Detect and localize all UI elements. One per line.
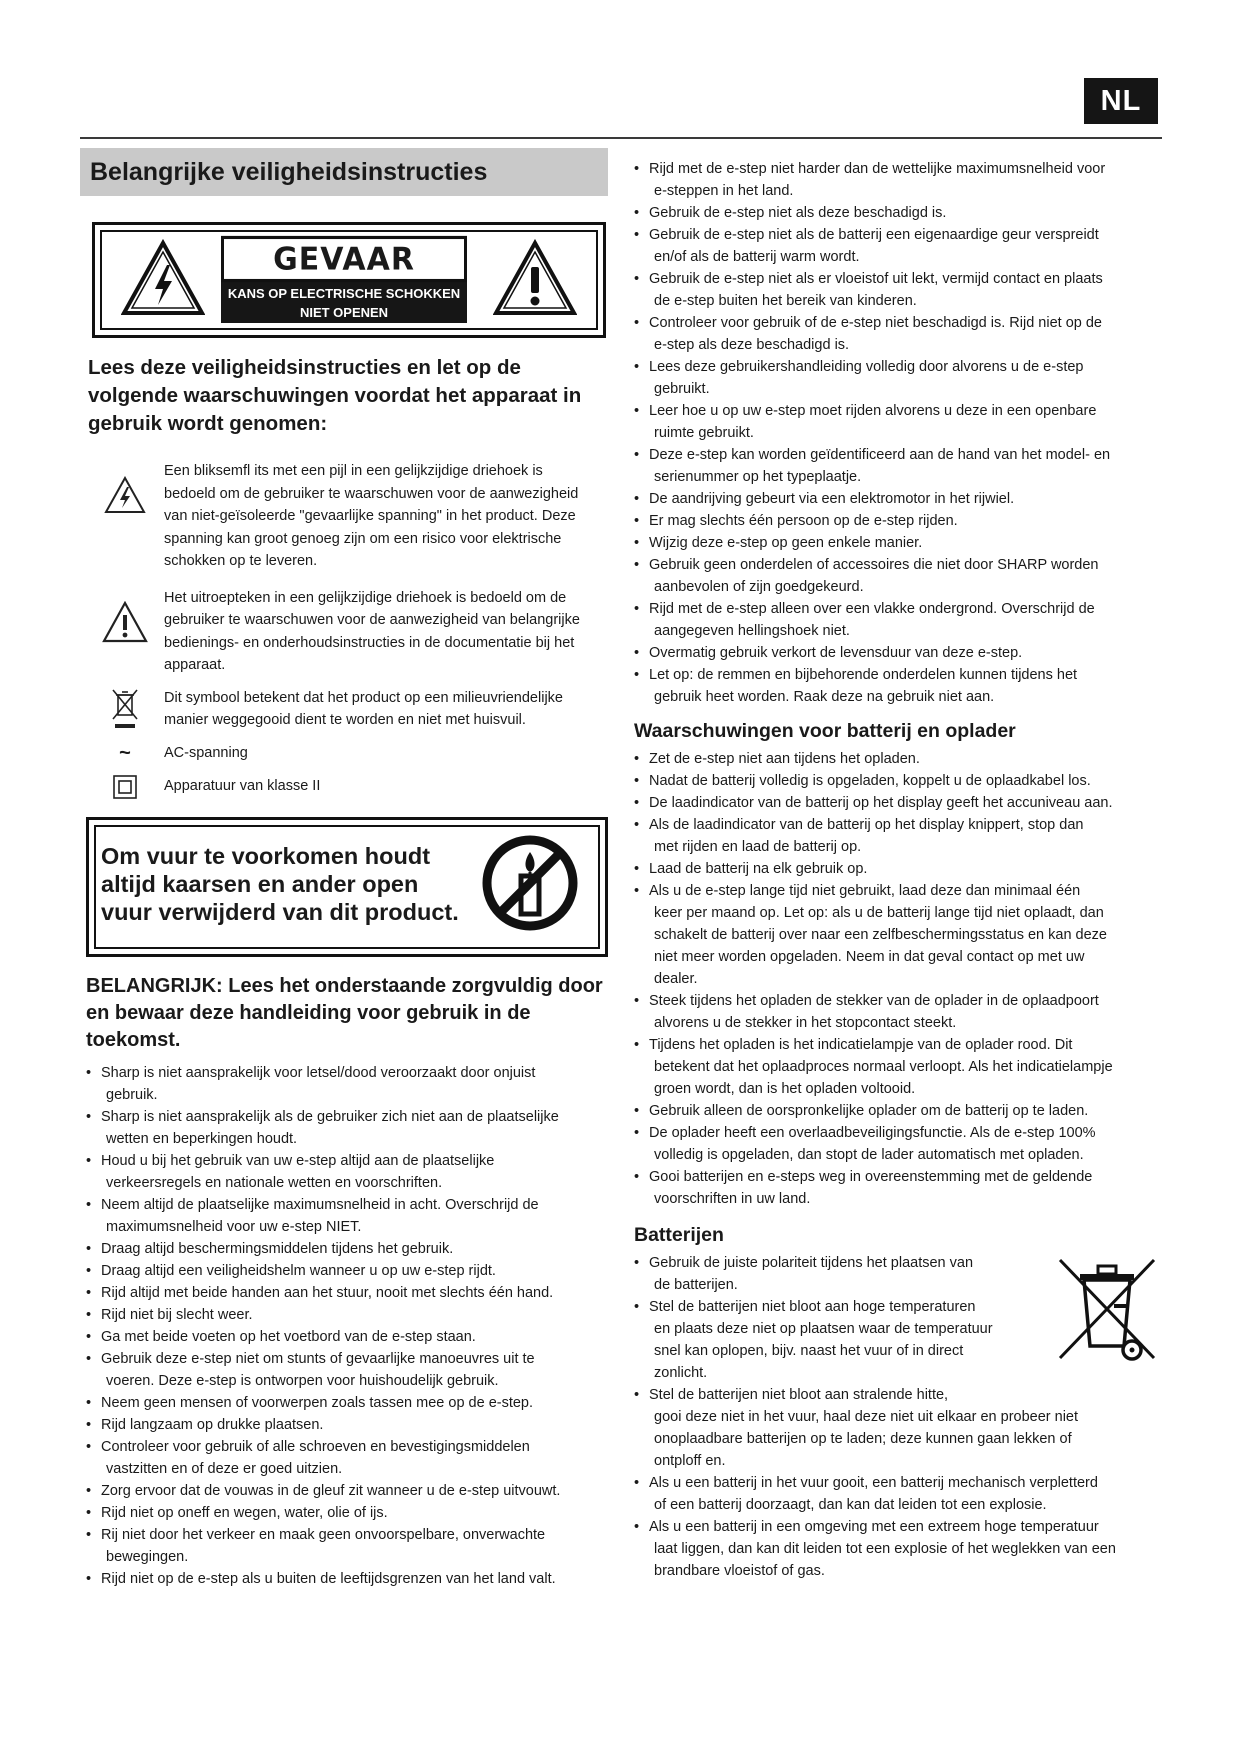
exclamation-triangle-icon <box>102 601 148 643</box>
list-item <box>634 858 1164 880</box>
exclamation-triangle-icon <box>493 239 577 317</box>
list-item-continuation: en plaats deze niet op plaatsen waar de temperatuur <box>654 1321 993 1337</box>
double-square-icon <box>113 775 137 799</box>
battery-charger-list <box>634 748 1164 1210</box>
lightning-triangle-icon <box>104 476 146 514</box>
list-item-line: • Draag altijd beschermingsmiddelen tijdens het gebruik. <box>101 1240 454 1257</box>
list-item-continuation: niet meer worden opgeladen. Neem in dat geval contact op met uw <box>654 949 1085 965</box>
list-item-continuation: dealer. <box>654 971 698 987</box>
list-item-continuation: snel kan oplopen, bijv. naast het vuur of in direct <box>654 1343 964 1359</box>
list-item <box>86 1150 610 1194</box>
list-item-continuation: met rijden en laad de batterij op. <box>654 839 862 855</box>
list-item-line: • Ga met beide voeten op het voetbord van de e-step staan. <box>101 1328 476 1345</box>
list-item <box>86 1480 610 1502</box>
list-item-line: • Als de laadindicator van de batterij op het display knippert, stop dan <box>649 817 1084 833</box>
list-item-continuation: ontploff en. <box>654 1453 726 1469</box>
symbol-row-bin <box>86 687 610 732</box>
list-item <box>86 1436 610 1480</box>
list-item-continuation: e-steppen in het land. <box>654 183 794 199</box>
list-item <box>86 1502 610 1524</box>
fire-warning-box <box>86 817 608 957</box>
list-item-continuation: de e-step buiten het bereik van kinderen. <box>654 293 917 309</box>
list-item-continuation: serienummer op het typeplaatje. <box>654 469 862 485</box>
batteries-section <box>634 1252 1164 1582</box>
list-item <box>634 642 1164 664</box>
list-item <box>634 510 1164 532</box>
list-item-line: • Gebruik de e-step niet als deze beschadigd is. <box>649 205 947 221</box>
list-item-continuation: ruimte gebruikt. <box>654 425 754 441</box>
list-item <box>86 1524 610 1568</box>
list-item-continuation: aanbevolen of zijn goedgekeurd. <box>654 579 864 595</box>
list-item <box>634 356 1164 400</box>
list-item-line: • Controleer voor gebruik of alle schroeven en bevestigingsmiddelen <box>101 1438 530 1455</box>
list-item-line: • Sharp is niet aansprakelijk voor letsel/dood veroorzaakt door onjuist <box>101 1064 536 1081</box>
list-item-continuation: zonlicht. <box>654 1365 708 1381</box>
list-item <box>634 1166 1164 1210</box>
list-item-continuation: gebruik. <box>106 1086 158 1103</box>
left-column <box>86 148 610 1590</box>
list-item-line: • Let op: de remmen en bijbehorende onderdelen kunnen tijdens het <box>649 667 1078 683</box>
list-item <box>634 770 1164 792</box>
list-item-line: • Nadat de batterij volledig is opgeladen, koppelt u de oplaadkabel los. <box>649 773 1091 789</box>
list-item <box>634 224 1164 268</box>
list-item-line: • Stel de batterijen niet bloot aan hoge temperaturen <box>649 1299 976 1315</box>
list-item-line: • Als u een batterij in het vuur gooit, een batterij mechanisch verpletterd <box>649 1475 1098 1491</box>
list-item-line: • Rijd langzaam op drukke plaatsen. <box>101 1416 324 1433</box>
list-item-continuation: alvorens u de stekker in het stopcontact steekt. <box>654 1015 957 1031</box>
list-item-line: • Rij niet door het verkeer en maak geen onvoorspelbare, onverwachte <box>101 1526 546 1543</box>
list-item-line: • Zet de e-step niet aan tijdens het opladen. <box>649 751 920 767</box>
right-column <box>634 158 1164 1582</box>
list-item-line: • De laadindicator van de batterij op het display geeft het accuniveau aan. <box>649 795 1113 811</box>
fire-warning-text: Om vuur te voorkomen houdt altijd kaarsen en ander open vuur verwijderd van dit product. <box>101 842 459 925</box>
list-item-line: • Gebruik de e-step niet als er vloeistof uit lekt, vermijd contact en plaats <box>649 271 1103 287</box>
list-item <box>86 1348 610 1392</box>
list-item-line: • Deze e-step kan worden geïdentificeerd aan de hand van het model- en <box>649 447 1111 463</box>
list-item-continuation: vastzitten en of deze er goed uitzien. <box>106 1460 343 1477</box>
danger-title: GEVAAR <box>221 236 467 282</box>
lightning-triangle-icon <box>121 239 205 317</box>
list-item-continuation: bewegingen. <box>106 1548 189 1565</box>
list-item <box>634 598 1164 642</box>
ac-tilde-icon: ~ <box>119 741 131 764</box>
list-item <box>634 1100 1164 1122</box>
list-item-continuation: voorschriften in uw land. <box>654 1191 811 1207</box>
list-item <box>634 1252 1164 1296</box>
list-item-continuation: keer per maand op. Let op: als u de batterij lange tijd niet oplaadt, dan <box>654 905 1104 921</box>
list-item <box>86 1194 610 1238</box>
list-item <box>634 202 1164 224</box>
list-item-continuation: maximumsnelheid voor uw e-step NIET. <box>106 1218 362 1235</box>
list-item-continuation: en/of als de batterij warm wordt. <box>654 249 860 265</box>
list-item-line: • Overmatig gebruik verkort de levensduur van deze e-step. <box>649 645 1023 661</box>
right-bullet-list <box>634 158 1164 708</box>
list-item-line: • Wijzig deze e-step op geen enkele manier. <box>649 535 923 551</box>
list-item <box>634 880 1164 990</box>
list-item-line: • Lees deze gebruikershandleiding volledig door alvorens u de e-step <box>649 359 1084 375</box>
symbol-row-class2 <box>86 775 610 799</box>
list-item-continuation: gooi deze niet in het vuur, haal deze niet uit elkaar en probeer niet <box>654 1409 1079 1425</box>
list-item-line: • Leer hoe u op uw e-step moet rijden alvorens u deze in een openbare <box>649 403 1097 419</box>
list-item-line: • Draag altijd een veiligheidshelm wanneer u op uw e-step rijdt. <box>101 1262 496 1279</box>
danger-line-1: KANS OP ELECTRISCHE SCHOKKEN <box>227 286 461 301</box>
list-item <box>86 1326 610 1348</box>
list-item <box>634 748 1164 770</box>
list-item-continuation: laat liggen, dan kan dit leiden tot een explosie of het weglekken van een <box>654 1541 1116 1557</box>
list-item-line: • Rijd met de e-step niet harder dan de wettelijke maximumsnelheid voor <box>649 161 1106 177</box>
list-item <box>634 488 1164 510</box>
list-item <box>634 1516 1164 1582</box>
list-item <box>86 1260 610 1282</box>
battery-charger-heading: Waarschuwingen voor batterij en oplader <box>634 720 1016 742</box>
list-item <box>86 1238 610 1260</box>
list-item-line: • Rijd altijd met beide handen aan het stuur, nooit met slechts één hand. <box>101 1284 554 1301</box>
list-item-continuation: volledig is opgeladen, dan stopt de lader automatisch met opladen. <box>654 1147 1084 1163</box>
list-item <box>634 268 1164 312</box>
danger-center <box>221 237 467 323</box>
no-open-flame-icon <box>481 834 579 932</box>
list-item-continuation: of een batterij doorzaagt, dan kan dat leiden tot een explosie. <box>654 1497 1047 1513</box>
symbol-text: Apparatuur van klasse II <box>164 777 321 794</box>
crossed-bin-icon <box>110 687 140 731</box>
list-item-line: • Gebruik de juiste polariteit tijdens het plaatsen van <box>649 1255 974 1271</box>
list-item-line: • De oplader heeft een overlaadbeveiligingsfunctie. Als de e-step 100% <box>649 1125 1096 1141</box>
danger-label <box>92 222 606 338</box>
list-item-line: • Er mag slechts één persoon op de e-step rijden. <box>649 513 958 529</box>
list-item-line: • Gebruik alleen de oorspronkelijke oplader om de batterij op te laden. <box>649 1103 1089 1119</box>
list-item <box>634 532 1164 554</box>
list-item-line: • Laad de batterij na elk gebruik op. <box>649 861 868 877</box>
list-item-continuation: groen wordt, dan is het opladen voltooid. <box>654 1081 916 1097</box>
list-item-line: • Sharp is niet aansprakelijk als de gebruiker zich niet aan de plaatselijke <box>101 1108 559 1125</box>
symbol-text: AC-spanning <box>164 744 248 761</box>
list-item-line: • Rijd niet op oneff en wegen, water, olie of ijs. <box>101 1504 388 1521</box>
list-item-line: • Als u de e-step lange tijd niet gebruikt, laad deze dan minimaal één <box>649 883 1081 899</box>
list-item <box>634 990 1164 1034</box>
list-item-line: • Neem altijd de plaatselijke maximumsnelheid in acht. Overschrijd de <box>101 1196 539 1213</box>
symbol-text: Het uitroepteken in een gelijkzijdige driehoek is bedoeld om de gebruiker te waarschuwen voor de aanwezigheid van belangrijke bedienings- en onderhoudsinstructies in de documentatie bij het apparaat. <box>164 589 580 673</box>
left-bullet-list <box>86 1062 610 1590</box>
list-item-line: • Als u een batterij in een omgeving met een extreem hoge temperatuur <box>649 1519 1099 1535</box>
important-heading: BELANGRIJK: Lees het onderstaande zorgvuldig door en bewaar deze handleiding voor gebruik in de toekomst. <box>86 974 603 1051</box>
list-item-continuation: verkeersregels en nationale wetten en voorschriften. <box>106 1174 443 1191</box>
list-item <box>634 312 1164 356</box>
list-item-line: • Gebruik geen onderdelen of accessoires die niet door SHARP worden <box>649 557 1099 573</box>
list-item-line: • Zorg ervoor dat de vouwas in de gleuf zit wanneer u de e-step uitvouwt. <box>101 1482 561 1499</box>
list-item <box>86 1106 610 1150</box>
list-item <box>86 1568 610 1590</box>
list-item <box>634 814 1164 858</box>
list-item <box>634 400 1164 444</box>
list-item <box>86 1282 610 1304</box>
list-item-continuation: gebruikt. <box>654 381 710 397</box>
list-item-line: • Gooi batterijen en e-steps weg in overeenstemming met de geldende <box>649 1169 1093 1185</box>
list-item <box>634 1472 1164 1516</box>
danger-line-2: NIET OPENEN <box>299 305 389 320</box>
list-item <box>634 158 1164 202</box>
danger-subtitle <box>221 281 467 323</box>
list-item <box>634 444 1164 488</box>
list-item-line: • Rijd met de e-step alleen over een vlakke ondergrond. Overschrijd de <box>649 601 1095 617</box>
symbol-row-ac <box>86 742 610 765</box>
list-item-line: • Houd u bij het gebruik van uw e-step altijd aan de plaatselijke <box>101 1152 495 1169</box>
list-item-line: • Gebruik deze e-step niet om stunts of gevaarlijke manoeuvres uit te <box>101 1350 535 1367</box>
batteries-heading: Batterijen <box>634 1224 724 1246</box>
list-item <box>634 1122 1164 1166</box>
list-item-continuation: voeren. Deze e-step is ontworpen voor huishoudelijk gebruik. <box>106 1372 499 1389</box>
list-item <box>86 1062 610 1106</box>
header-rule <box>80 137 1162 139</box>
list-item-line: • Tijdens het opladen is het indicatielampje van de oplader rood. Dit <box>649 1037 1073 1053</box>
list-item-continuation: de batterijen. <box>654 1277 738 1293</box>
list-item <box>634 1296 1164 1384</box>
list-item-line: • Rijd niet bij slecht weer. <box>101 1306 253 1323</box>
list-item-continuation: betekent dat het oplaadproces normaal verloopt. Als het indicatielampje <box>654 1059 1113 1075</box>
list-item <box>634 664 1164 708</box>
section-title: Belangrijke veiligheidsinstructies <box>80 148 608 196</box>
list-item-continuation: gebruik heet worden. Raak deze na gebruik niet aan. <box>654 689 995 705</box>
list-item-line: • Neem geen mensen of voorwerpen zoals tassen mee op de e-step. <box>101 1394 534 1411</box>
list-item-line: • Gebruik de e-step niet als de batterij een eigenaardige geur verspreidt <box>649 227 1099 243</box>
list-item-continuation: e-step als deze beschadigd is. <box>654 337 850 353</box>
symbol-text: Dit symbool betekent dat het product op een milieuvriendelijke manier weggegooid dient te worden en niet met huisvuil. <box>164 689 563 728</box>
list-item <box>634 792 1164 814</box>
list-item-line: • Rijd niet op de e-step als u buiten de leeftijdsgrenzen van het land valt. <box>101 1570 556 1587</box>
list-item-continuation: wetten en beperkingen houdt. <box>106 1130 298 1147</box>
symbol-row-lightning <box>86 460 610 573</box>
language-badge: NL <box>1084 78 1158 124</box>
list-item <box>86 1414 610 1436</box>
symbol-row-exclamation <box>86 587 610 677</box>
list-item-continuation: onoplaadbare batterijen op te laden; deze kunnen gaan lekken of <box>654 1431 1072 1447</box>
list-item-continuation: brandbare vloeistof of gas. <box>654 1563 825 1579</box>
list-item-continuation: aangegeven hellingshoek niet. <box>654 623 850 639</box>
list-item <box>86 1304 610 1326</box>
list-item <box>634 554 1164 598</box>
list-item-line: • Stel de batterijen niet bloot aan stralende hitte, <box>649 1387 949 1403</box>
lead-heading: Lees deze veiligheidsinstructies en let op de volgende waarschuwingen voordat het apparaat in gebruik wordt genomen: <box>88 356 582 435</box>
list-item-line: • Steek tijdens het opladen de stekker van de oplader in de oplaadpoort <box>649 993 1099 1009</box>
list-item <box>634 1034 1164 1100</box>
list-item <box>86 1392 610 1414</box>
symbol-text: Een bliksemfl its met een pijl in een gelijkzijdige driehoek is bedoeld om de gebruiker te waarschuwen voor de aanwezigheid van niet-geïsoleerde "gevaarlijke spanning" in het product. Deze spanning kan groot genoeg zijn om een risico voor elektrische schokken op te leveren. <box>164 463 579 569</box>
batteries-list <box>634 1252 1164 1582</box>
list-item-line: • De aandrijving gebeurt via een elektromotor in het rijwiel. <box>649 491 1015 507</box>
list-item-continuation: schakelt de batterij over naar een zelfbeschermingsstatus en kan deze <box>654 927 1107 943</box>
list-item-line: • Controleer voor gebruik of de e-step niet beschadigd is. Rijd niet op de <box>649 315 1102 331</box>
list-item <box>634 1384 1164 1472</box>
